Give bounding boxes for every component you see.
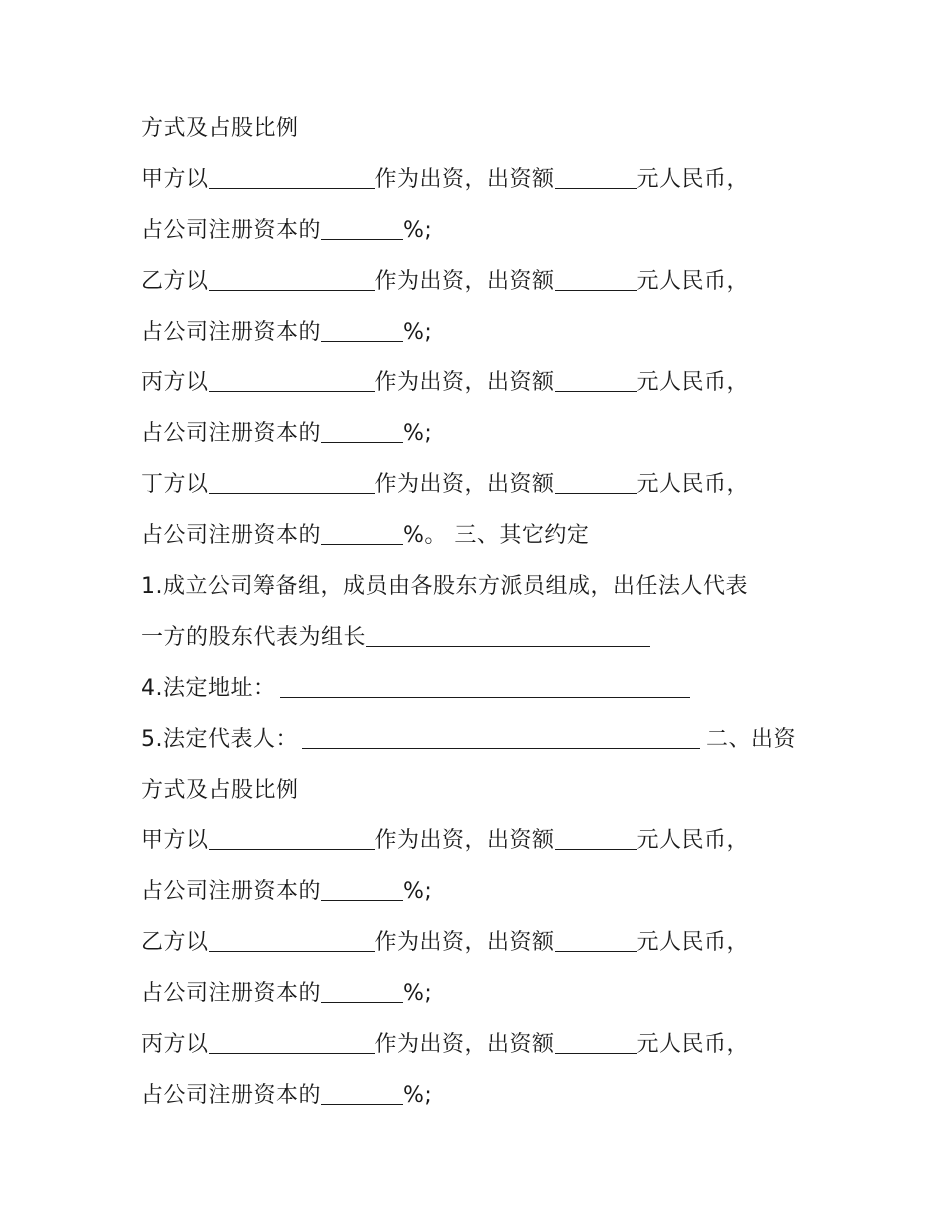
- currency-text: 元人民币，: [636, 472, 750, 498]
- contribution-text: 作为出资，出资额: [374, 166, 555, 192]
- contribution-blank[interactable]: [209, 1031, 375, 1054]
- percentage-blank[interactable]: [321, 1082, 403, 1105]
- contribution-blank[interactable]: [209, 929, 375, 952]
- party-label: 乙方以: [141, 268, 209, 294]
- party-label: 甲方以: [141, 166, 209, 192]
- percentage-label: 占公司注册资本的: [141, 421, 322, 447]
- percentage-suffix: %;: [403, 319, 433, 345]
- percentage-line: [141, 206, 821, 257]
- percentage-blank[interactable]: [321, 319, 403, 342]
- contribution-line: [141, 257, 821, 308]
- percentage-line: [141, 308, 821, 359]
- percentage-suffix: %;: [403, 879, 433, 905]
- percentage-suffix: %;: [403, 421, 433, 447]
- percentage-blank[interactable]: [321, 878, 403, 901]
- amount-blank[interactable]: [555, 268, 637, 291]
- amount-blank[interactable]: [555, 369, 637, 392]
- party-label: 甲方以: [141, 828, 209, 854]
- line-text: 方式及占股比例: [141, 116, 299, 141]
- percentage-blank[interactable]: [321, 420, 403, 443]
- currency-text: 元人民币，: [636, 166, 750, 192]
- percentage-line: [141, 1071, 821, 1122]
- percentage-blank[interactable]: [321, 522, 403, 545]
- party-label: 丙方以: [141, 1032, 209, 1058]
- leader-label: 一方的股东代表为组长: [141, 624, 367, 650]
- amount-blank[interactable]: [555, 166, 637, 189]
- percentage-line: [141, 409, 821, 460]
- party-label: 丙方以: [141, 370, 209, 396]
- contribution-line: [141, 358, 821, 409]
- contribution-line: [141, 460, 821, 511]
- contribution-blank[interactable]: [209, 369, 375, 392]
- percentage-blank[interactable]: [321, 980, 403, 1003]
- line-text: 方式及占股比例: [141, 777, 299, 803]
- contribution-text: 作为出资，出资额: [374, 268, 555, 294]
- text-line: [141, 104, 821, 155]
- amount-blank[interactable]: [555, 827, 637, 850]
- currency-text: 元人民币，: [636, 370, 750, 396]
- percentage-label: 占公司注册资本的: [141, 1082, 322, 1108]
- percentage-line: [141, 969, 821, 1020]
- percentage-label: 占公司注册资本的: [141, 319, 322, 345]
- percentage-suffix: %;: [403, 217, 433, 243]
- contribution-blank[interactable]: [209, 268, 375, 291]
- contribution-text: 作为出资，出资额: [374, 930, 555, 956]
- contribution-text: 作为出资，出资额: [374, 472, 555, 498]
- contribution-text: 作为出资，出资额: [374, 1032, 555, 1058]
- contribution-line: [141, 816, 821, 867]
- amount-blank[interactable]: [555, 929, 637, 952]
- representative-line: [141, 715, 821, 766]
- representative-label: 5.法定代表人：: [141, 726, 298, 752]
- section-heading: 二、出资: [706, 726, 797, 752]
- contribution-text: 作为出资，出资额: [374, 828, 555, 854]
- percentage-line: [141, 511, 821, 562]
- amount-blank[interactable]: [555, 471, 637, 494]
- currency-text: 元人民币，: [636, 930, 750, 956]
- address-blank[interactable]: [280, 675, 690, 698]
- contribution-blank[interactable]: [209, 471, 375, 494]
- party-label: 丁方以: [141, 472, 209, 498]
- text-line: [141, 766, 821, 817]
- percentage-suffix: %;: [403, 981, 433, 1007]
- party-label: 乙方以: [141, 930, 209, 956]
- currency-text: 元人民币，: [636, 1032, 750, 1058]
- currency-text: 元人民币，: [636, 828, 750, 854]
- contribution-line: [141, 155, 821, 206]
- document-page: [141, 104, 821, 1122]
- text-line: [141, 562, 821, 613]
- contribution-blank[interactable]: [209, 166, 375, 189]
- contribution-line: [141, 1020, 821, 1071]
- contribution-text: 作为出资，出资额: [374, 370, 555, 396]
- percentage-label: 占公司注册资本的: [141, 217, 322, 243]
- percentage-line: [141, 867, 821, 918]
- contribution-blank[interactable]: [209, 827, 375, 850]
- percentage-suffix: %。 三、其它约定: [403, 523, 590, 549]
- address-label: 4.法定地址：: [141, 675, 276, 701]
- percentage-label: 占公司注册资本的: [141, 981, 322, 1007]
- amount-blank[interactable]: [555, 1031, 637, 1054]
- percentage-label: 占公司注册资本的: [141, 879, 322, 905]
- percentage-blank[interactable]: [321, 217, 403, 240]
- contribution-line: [141, 918, 821, 969]
- percentage-label: 占公司注册资本的: [141, 523, 322, 549]
- representative-blank[interactable]: [302, 726, 700, 749]
- line-text: 1.成立公司筹备组，成员由各股东方派员组成，出任法人代表: [141, 574, 748, 600]
- address-line: [141, 664, 821, 715]
- leader-blank[interactable]: [366, 624, 650, 647]
- percentage-suffix: %;: [403, 1082, 433, 1108]
- currency-text: 元人民币，: [636, 268, 750, 294]
- leader-line: [141, 613, 821, 664]
